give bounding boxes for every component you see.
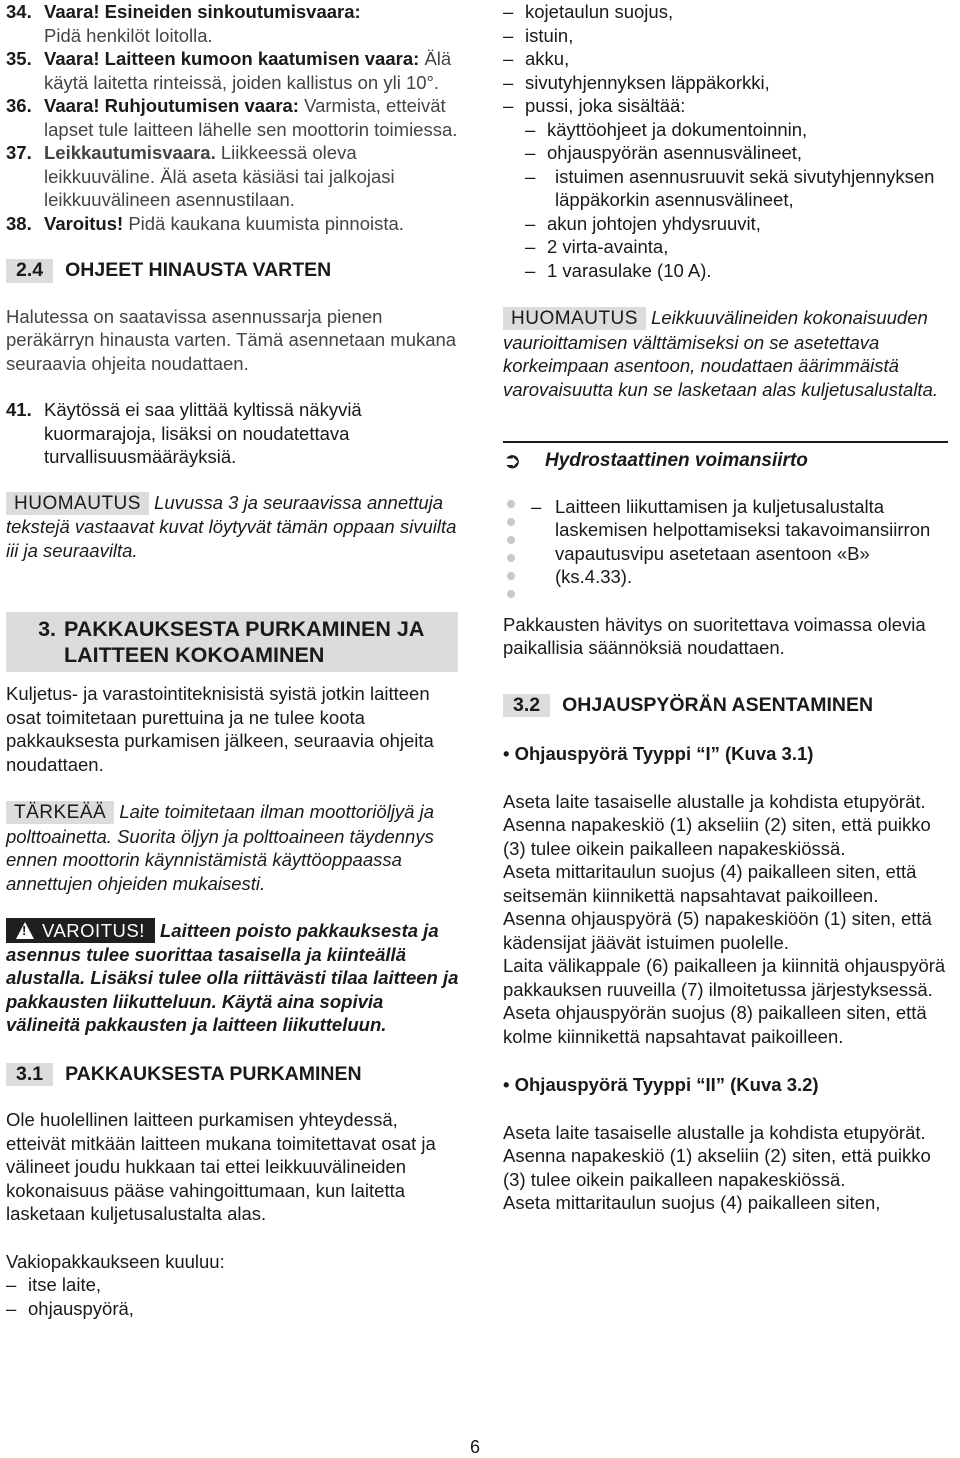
dot-mark bbox=[507, 554, 515, 562]
step-text: Aseta ohjauspyörän suojus (8) paikalleen siten, että kolme kiinnikettä napsahtavat paikoilleen. bbox=[503, 1002, 927, 1047]
step-text: Asenna napakeskiö (1) akseliin (2) siten, että puikko (3) tulee oikein paikalleen napakeskiössä. bbox=[503, 814, 931, 859]
page-number: 6 bbox=[470, 1437, 481, 1457]
dot-mark bbox=[507, 590, 515, 598]
list-item: – akun johtojen yhdysruuvit, bbox=[525, 212, 761, 234]
step-text: Aseta laite tasaiselle alustalle ja kohdista etupyörät. bbox=[503, 1121, 926, 1143]
step-text: Aseta mittaritaulun suojus (4) paikalleen siten, että seitsemän kiinnikettä napsahtavat paikoilleen. bbox=[503, 861, 917, 906]
section-3-heading: 3. PAKKAUKSESTA PURKAMINEN JA LAITTEEN KOKOAMINEN bbox=[6, 612, 458, 672]
list-item: – 1 varasulake (10 A). bbox=[525, 259, 712, 281]
list-item: – sivutyhjennyksen läppäkorkki, bbox=[503, 71, 770, 93]
list-item: – pussi, joka sisältää: bbox=[503, 95, 686, 116]
dot-mark bbox=[507, 572, 515, 580]
safety-item-34: 34. Vaara! Esineiden sinkoutumisvaara: Pidä henkilöt loitolla. bbox=[6, 1, 361, 46]
step-text: Aseta mittaritaulun suojus (4) paikalleen siten, bbox=[503, 1192, 881, 1213]
important-tag: TÄRKEÄÄ bbox=[6, 801, 114, 824]
dot-mark bbox=[507, 500, 515, 508]
list-item: – ohjauspyörä, bbox=[6, 1297, 134, 1319]
list-item: – istuin, bbox=[503, 24, 574, 46]
section-2-4-heading: 2.4 OHJEET HINAUSTA VARTEN bbox=[6, 259, 462, 283]
step-text: Aseta laite tasaiselle alustalle ja kohdista etupyörät. bbox=[503, 790, 926, 812]
section-3-text: Kuljetus- ja varastointiteknisistä syistä jotkin laitteen osat toimitetaan purettuina ja ne tulee koota pakkauksesta purkamisen jälkeen, seuraavia ohjeita noudattaen. bbox=[6, 683, 434, 775]
list-item: – itse laite, bbox=[6, 1274, 102, 1295]
safety-item-35: 35. Vaara! Laitteen kumoon kaatumisen vaara: Älä käytä laitetta rinteissä, joiden kallistus on yli 10°. bbox=[6, 48, 452, 93]
section-3-1-text: Ole huolellinen laitteen purkamisen yhteydessä, etteivät mitkään laitteen mukana toimitettavat osat ja välineet joudu hukkaan tai ettei leikkuuvälineiden kokonaisuus pääse vahingoittumaan, kun laitetta lasketaan kuljetusalustalta alas. bbox=[6, 1109, 436, 1224]
note-tarkeaa: TÄRKEÄÄ Laite toimitetaan ilman moottoriöljyä ja polttoainetta. Suorita öljyn ja polttoaineen täydennys ennen moottorin käynnistämistä käyttöoppaassa annettujen ohjeiden mukaisesti. bbox=[6, 801, 434, 894]
warning-varoitus: !VAROITUS! Laitteen poisto pakkauksesta ja asennus tulee suorittaa tasaisella ja kiinteällä alustalla. Lisäksi tulee olla riittävästi tilaa laitteen ja pakkausten liikutteluun. Käytä aina sopivia välineitä pakkausten ja laitteen liikutteluun. bbox=[6, 919, 462, 1037]
left-column bbox=[6, 0, 462, 1320]
note-tag: HUOMAUTUS bbox=[503, 307, 646, 330]
warning-triangle-icon bbox=[16, 922, 34, 939]
type-1-title: • Ohjauspyörä Tyyppi “I” (Kuva 3.1) bbox=[503, 743, 814, 764]
arrow-icon: ➲ bbox=[503, 448, 522, 473]
list-item: – ohjauspyörän asennusvälineet, bbox=[525, 142, 803, 163]
type-1-steps bbox=[503, 790, 948, 1049]
list-item: – akku, bbox=[503, 48, 570, 69]
standard-package-title: Vakiopakkaukseen kuuluu: bbox=[6, 1250, 225, 1272]
step-text: Laita välikappale (6) paikalleen ja kiinnitä ohjauspyörä pakkauksen ruuveilla (7) ilmoitetussa järjestyksessä. bbox=[503, 955, 946, 1000]
safety-item-37: 37. Leikkautumisvaara. Liikkeessä oleva leikkuuväline. Älä aseta käsiäsi tai jalkojasi leikkuuvälineen asennustilaan. bbox=[6, 142, 395, 210]
list-item: – istuimen asennusruuvit sekä sivutyhjennyksen läppäkorkin asennusvälineet, bbox=[525, 165, 935, 210]
safety-item-38: 38. Varoitus! Pidä kaukana kuumista pinnoista. bbox=[6, 212, 404, 234]
hydrostatic-heading: ➲ Hydrostaattinen voimansiirto bbox=[503, 441, 948, 473]
list-item: – 2 virta-avainta, bbox=[525, 236, 669, 257]
section-3-1-heading: 3.1 PAKKAUKSESTA PURKAMINEN bbox=[6, 1063, 462, 1087]
dot-mark bbox=[507, 536, 515, 544]
dotted-margin-marks bbox=[507, 500, 517, 608]
right-column bbox=[503, 0, 948, 1215]
disposal-text: Pakkausten hävitys on suoritettava voimassa olevia paikallisia säännöksiä noudattaen. bbox=[503, 613, 926, 658]
safety-item-36: 36. Vaara! Ruhjoutumisen vaara: Varmista, etteivät lapset tule laitteen lähelle sen moottorin toimiessa. bbox=[6, 95, 458, 140]
safety-item-list bbox=[6, 0, 462, 235]
section-2-4-text: Halutessa on saatavissa asennussarja pienen peräkärryn hinausta varten. Tämä asennetaan mukana seuraavia ohjeita noudattaen. bbox=[6, 305, 457, 374]
type-2-steps bbox=[503, 1121, 948, 1215]
warning-tag: !VAROITUS! bbox=[6, 918, 155, 943]
step-text: Asenna ohjauspyörä (5) napakeskiöön (1) siten, että kädensijat jäävät istuimen puolelle. bbox=[503, 908, 932, 953]
section-3-2-heading: 3.2 OHJAUSPYÖRÄN ASENTAMINEN bbox=[503, 694, 948, 718]
safety-item-41: 41. Käytössä ei saa ylittää kyltissä näkyviä kuormarajoja, lisäksi on noudatettava turvallisuusmääräyksiä. bbox=[6, 399, 362, 467]
type-2-title: • Ohjauspyörä Tyyppi “II” (Kuva 3.2) bbox=[503, 1074, 819, 1095]
note-huomautus-1: HUOMAUTUS Luvussa 3 ja seuraavissa annettuja tekstejä vastaavat kuvat löytyvät tämän oppaan sivuilta iii ja seuraavilta. bbox=[6, 491, 457, 561]
note-tag: HUOMAUTUS bbox=[6, 492, 149, 515]
step-text: Asenna napakeskiö (1) akseliin (2) siten, että puikko (3) tulee oikein paikalleen napakeskiössä. bbox=[503, 1145, 931, 1190]
list-item: – käyttöohjeet ja dokumentoinnin, bbox=[525, 118, 808, 140]
dot-mark bbox=[507, 518, 515, 526]
hydrostatic-text: – Laitteen liikuttamisen ja kuljetusalustalta laskemisen helpottamiseksi takavoimansiirron vapautusvipu asetetaan asentoon «B» (ks.4.33). bbox=[531, 495, 931, 587]
list-item: – kojetaulun suojus, bbox=[503, 1, 674, 22]
note-huomautus-2: HUOMAUTUS Leikkuuvälineiden kokonaisuuden vaurioittamisen välttämiseksi on se asetettava korkeimpaan asentoon, noudattaen äärimmäistä varovaisuutta kun se lasketaan alas kuljetusalustalta. bbox=[503, 307, 939, 400]
